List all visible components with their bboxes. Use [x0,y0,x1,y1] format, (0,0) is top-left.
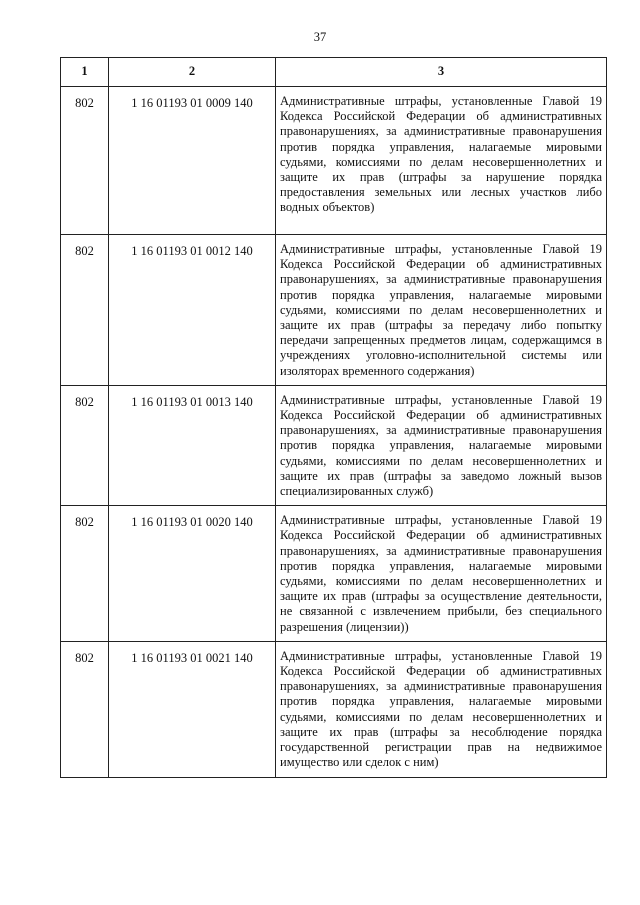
kbk-code-cell: 1 16 01193 01 0012 140 [109,235,276,386]
admin-code-cell: 802 [61,385,109,505]
table-body [61,87,607,778]
description-cell: Административные штрафы, установленные Главой 19 Кодекса Российской Федерации об административных правонарушениях, за административные правонарушения против порядка управления, налагаемые мировыми судьями, комиссиями по делам несовершеннолетних и защите их прав (штрафы за передачу либо попытку передачи запрещенных предметов лицам, содержащимся в учреждениях уголовно-исполнительной системы или изоляторах временного содержания) [276,235,607,386]
table-row [61,506,607,642]
table-row [61,235,607,386]
admin-code-cell: 802 [61,87,109,235]
description-cell: Административные штрафы, установленные Главой 19 Кодекса Российской Федерации об административных правонарушениях, за административные правонарушения против порядка управления, налагаемые мировыми судьями, комиссиями по делам несовершеннолетних и защите их прав (штрафы за заведомо ложный вызов специализированных служб) [276,385,607,505]
admin-code-cell: 802 [61,641,109,777]
kbk-code-cell: 1 16 01193 01 0009 140 [109,87,276,235]
column-header-3: 3 [276,58,607,87]
budget-codes-table [60,57,607,778]
description-cell: Административные штрафы, установленные Главой 19 Кодекса Российской Федерации об административных правонарушениях, за административные правонарушения против порядка управления, налагаемые мировыми судьями, комиссиями по делам несовершеннолетних и защите их прав (штрафы за нарушение порядка предоставления земельных или лесных участков либо водных объектов) [276,87,607,235]
table-row [61,385,607,505]
kbk-code-cell: 1 16 01193 01 0021 140 [109,641,276,777]
admin-code-cell: 802 [61,506,109,642]
header-row [61,58,607,87]
table-row [61,87,607,235]
table-row [61,641,607,777]
table-header [61,58,607,87]
page-number: 37 [313,30,327,44]
admin-code-cell: 802 [61,235,109,386]
column-header-1: 1 [61,58,109,87]
column-header-2: 2 [109,58,276,87]
description-cell: Административные штрафы, установленные Главой 19 Кодекса Российской Федерации об административных правонарушениях, за административные правонарушения против порядка управления, налагаемые мировыми судьями, комиссиями по делам несовершеннолетних и защите их прав (штрафы за несоблюдение порядка государственной регистрации прав на недвижимое имущество или сделок с ним) [276,641,607,777]
kbk-code-cell: 1 16 01193 01 0013 140 [109,385,276,505]
kbk-code-cell: 1 16 01193 01 0020 140 [109,506,276,642]
description-cell: Административные штрафы, установленные Главой 19 Кодекса Российской Федерации об административных правонарушениях, за административные правонарушения против порядка управления, налагаемые мировыми судьями, комиссиями по делам несовершеннолетних и защите их прав (штрафы за осуществление деятельности, не связанной с извлечением прибыли, без специального разрешения (лицензии)) [276,506,607,642]
